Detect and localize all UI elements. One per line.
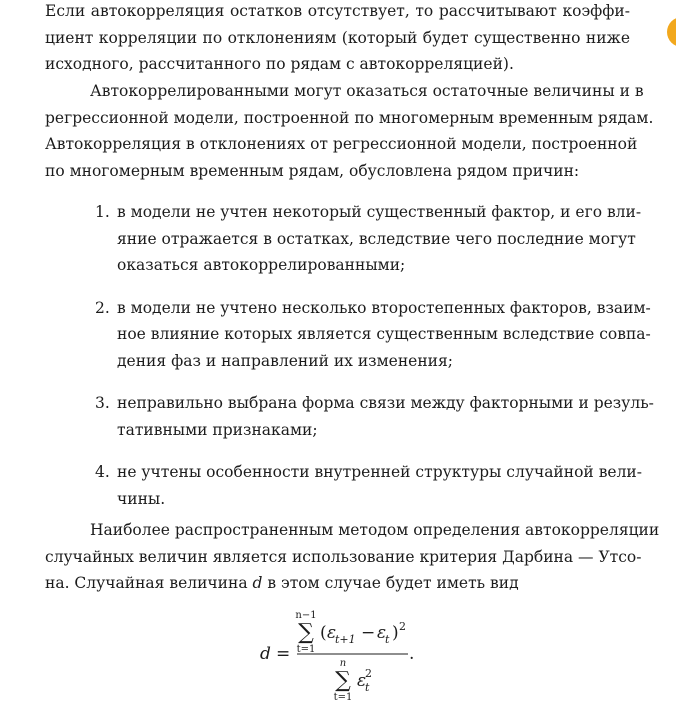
text-line: Автокоррелированными могут оказаться остаточные величины и в	[90, 82, 644, 100]
list-number: 2.	[95, 298, 110, 317]
text-line: в модели не учтено несколько второстепенных факторов, взаим-	[117, 298, 651, 317]
numerator-power: 2	[399, 620, 406, 633]
numerator-minus: −	[361, 623, 376, 643]
list-item	[95, 459, 643, 512]
list-number: 1.	[95, 203, 110, 221]
denominator-power: 2	[365, 667, 372, 680]
text-line: яние отражается в остатках, вследствие чего последние могут	[117, 229, 636, 248]
text-line: Если автокорреляция остатков отсутствует, то рассчитывают коэффи-	[45, 2, 630, 20]
text-line: исходного, рассчитанного по рядам с автокорреляцией).	[45, 55, 514, 73]
text-segment: в этом случае будет иметь вид	[262, 574, 519, 592]
variable-d: d	[252, 574, 263, 592]
numerator-subscript-2: t	[385, 633, 390, 646]
numerator-subscript-1: t+1	[335, 633, 356, 646]
numerator-open-paren: (	[320, 623, 327, 643]
paragraph-residuals	[45, 78, 654, 184]
text-line: дения фаз и направлений их изменения;	[117, 351, 454, 370]
text-line: чины.	[117, 489, 166, 508]
denominator-sum-lower: t=1	[333, 692, 353, 703]
orange-marker-icon	[667, 17, 676, 47]
list-item	[95, 199, 642, 279]
denominator-sum-icon: ∑	[335, 668, 351, 693]
text-segment: на. Случайная величина	[45, 574, 253, 592]
denominator-subscript: t	[365, 681, 370, 694]
text-line: Наиболее распространенным методом определения автокорреляции	[90, 521, 660, 539]
text-line: регрессионной модели, построенной по многомерным временным рядам.	[45, 108, 654, 127]
formula-period: .	[409, 644, 415, 664]
causes-list	[95, 199, 654, 528]
paragraph-autocorrelation-absent	[45, 0, 630, 78]
text-line: случайных величин является использование критерия Дарбина — Утсо-	[45, 547, 642, 566]
numerator-sum-lower: t=1	[296, 644, 316, 655]
numerator-epsilon-2: ε	[377, 623, 387, 643]
list-number: 4.	[95, 463, 110, 481]
formula-lhs: d	[260, 644, 271, 664]
text-line: в модели не учтен некоторый существенный фактор, и его вли-	[117, 203, 642, 221]
numerator-epsilon-1: ε	[327, 623, 337, 643]
list-item	[95, 295, 651, 375]
durbin-watson-formula	[0, 610, 676, 710]
denominator-sum-upper: n	[339, 658, 347, 669]
text-line: Автокорреляция в отклонениях от регрессионной модели, построенной	[45, 135, 638, 153]
denominator-epsilon: ε	[357, 671, 367, 691]
numerator-close-paren: )	[392, 623, 399, 643]
text-line: тативными признаками;	[117, 420, 318, 439]
text-line: по многомерным временным рядам, обусловлена рядом причин:	[45, 161, 580, 180]
text-line: оказаться автокоррелированными;	[117, 256, 406, 274]
text-line	[45, 570, 630, 597]
paragraph-durbin-watson	[45, 517, 660, 597]
list-number: 3.	[95, 394, 110, 412]
text-line: ное влияние которых является существенным вследствие совпа-	[117, 325, 651, 343]
formula-equals: =	[276, 644, 291, 664]
text-line: циент корреляции по отклонениям (который будет существенно ниже	[45, 28, 630, 47]
numerator-sum-icon: ∑	[298, 620, 314, 645]
text-line: не учтены особенности внутренней структуры случайной вели-	[117, 463, 643, 481]
list-item	[95, 390, 654, 443]
text-line: неправильно выбрана форма связи между факторными и резуль-	[117, 394, 654, 412]
numerator-sum-upper: n−1	[295, 610, 317, 621]
